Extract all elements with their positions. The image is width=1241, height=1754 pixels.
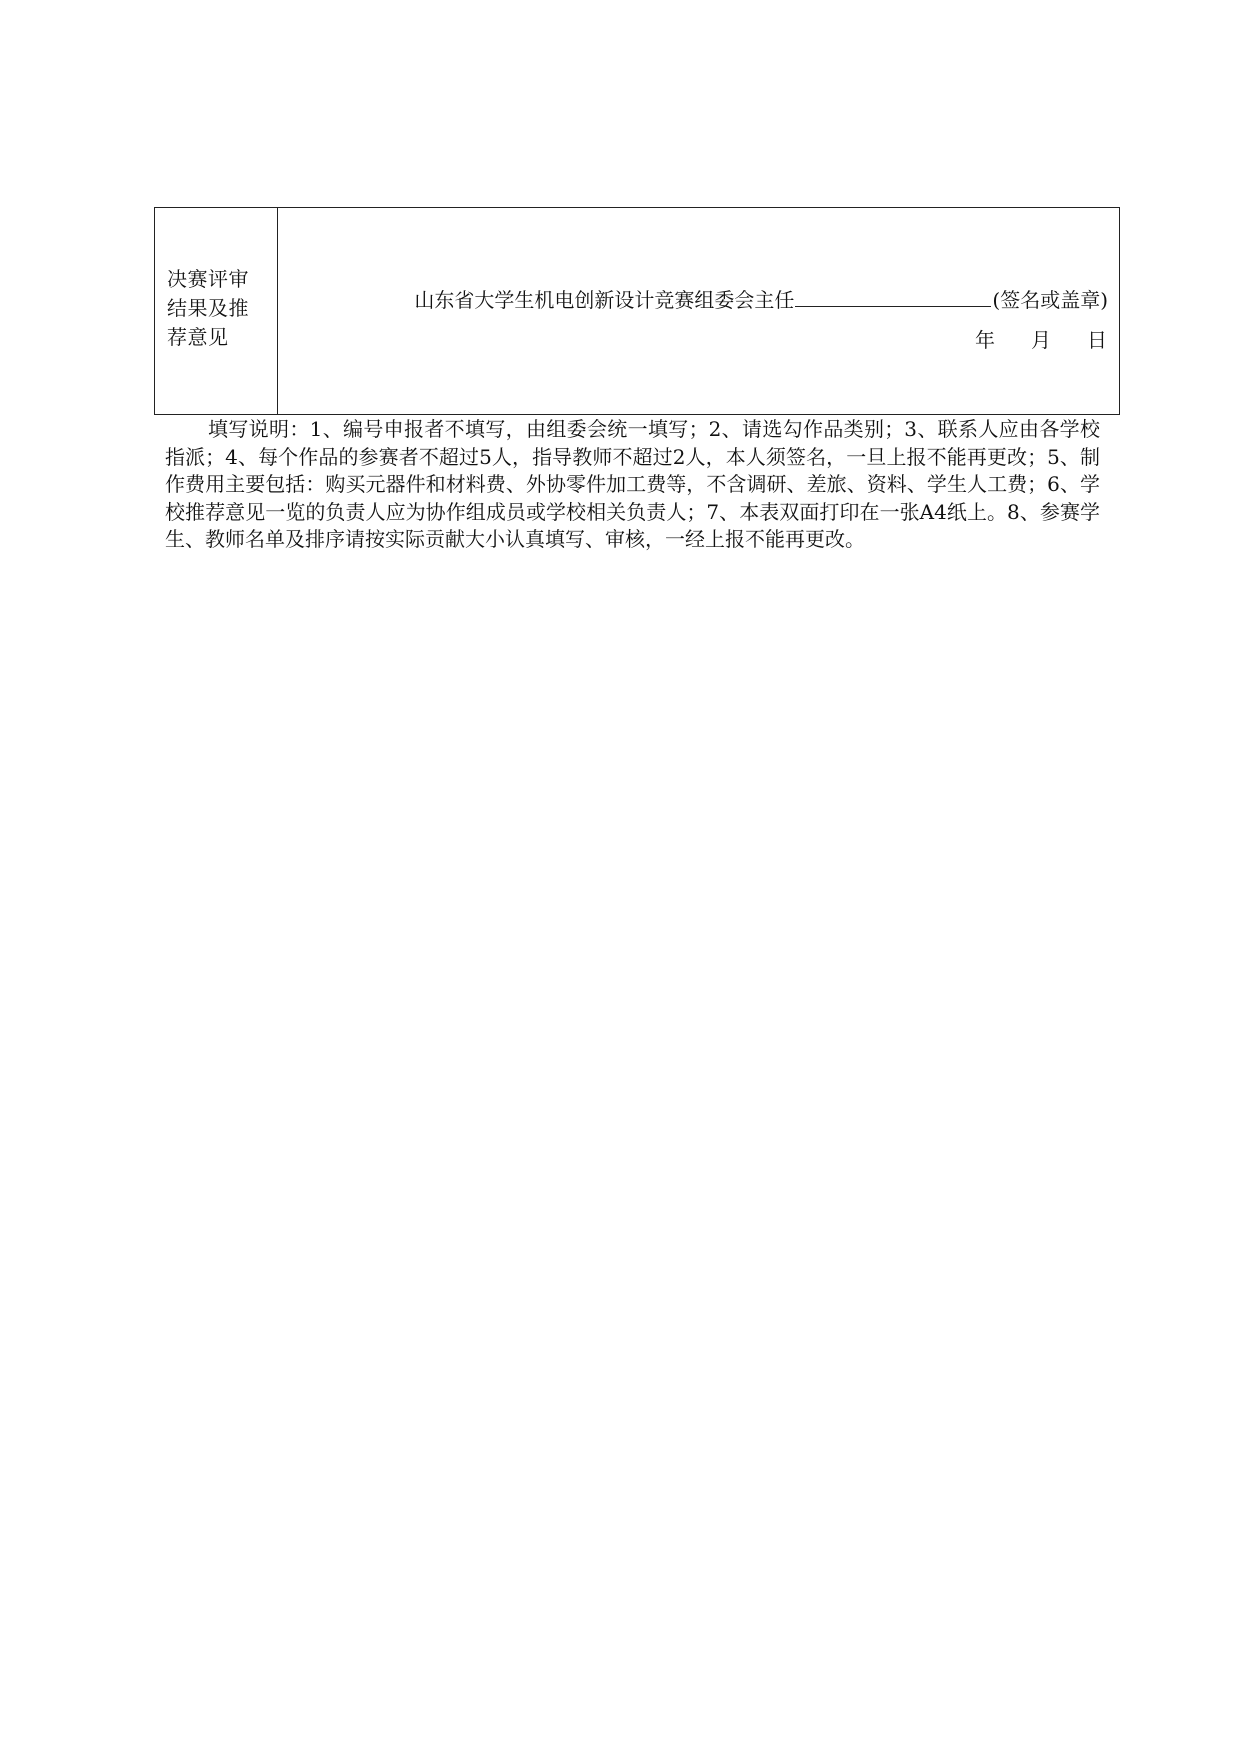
signature-prefix: 山东省大学生机电创新设计竞赛组委会主任	[414, 288, 795, 312]
date-month: 月	[1031, 328, 1051, 352]
date-line	[975, 327, 1107, 353]
signature-blank[interactable]	[795, 285, 991, 307]
signature-suffix: (签名或盖章)	[992, 288, 1108, 312]
filling-instructions: 填写说明：1、编号申报者不填写，由组委会统一填写；2、请选勾作品类别；3、联系人应由各学校指派；4、每个作品的参赛者不超过5人，指导教师不超过2人，本人须签名，一旦上报不能再更改；5、制作费用主要包括：购买元器件和材料费、外协零件加工费等，不含调研、差旅、资料、学生人工费；6、学校推荐意见一览的负责人应为协作组成员或学校相关负责人；7、本表双面打印在一张A4纸上。8、参赛学生、教师名单及排序请按实际贡献大小认真填写、审核，一经上报不能再更改。	[165, 417, 1100, 551]
review-content-cell	[278, 208, 1119, 414]
date-year: 年	[975, 328, 995, 352]
signature-line	[414, 285, 1108, 313]
date-day: 日	[1087, 328, 1107, 352]
review-table	[154, 207, 1120, 415]
review-label: 决赛评审结果及推荐意见	[167, 267, 249, 349]
review-label-cell	[155, 208, 278, 414]
